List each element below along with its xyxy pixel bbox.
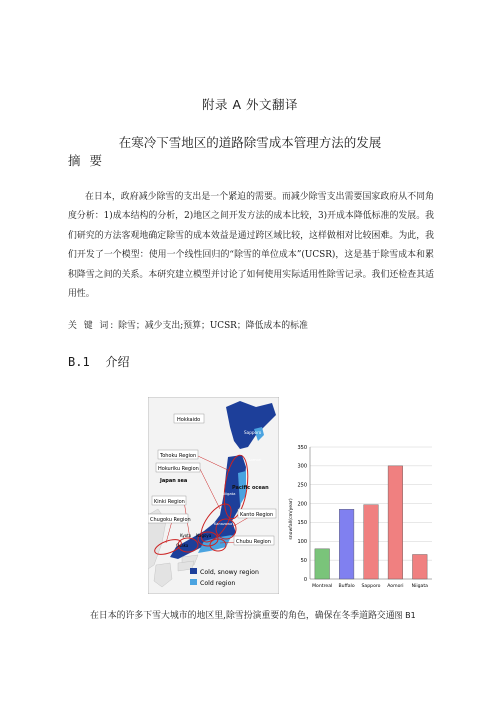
y-tick-label: 50 [300, 557, 307, 564]
keywords-text: 除雪；减少支出;预算；UCSR；降低成本的标准 [118, 321, 308, 331]
y-tick-label: 0 [303, 576, 307, 583]
keywords-label: 关 键 词: [68, 321, 116, 331]
x-tick-label: Sapporo [361, 584, 381, 589]
bottom-paragraph-text: 在日本的许多下雪大城市的地区里,除雪扮演重要的角色，确保在冬季道路交通 [90, 611, 395, 621]
legend-swatch-cold-snowy [190, 568, 197, 574]
map-label-osaka: Osaka [176, 543, 189, 548]
map-label-nagoya: Nagoya [196, 533, 212, 538]
map-label-tohoku: Tohoku Region [160, 453, 197, 459]
bar-montreal [315, 549, 330, 579]
section-heading [68, 353, 130, 370]
chart-xticks [312, 583, 428, 589]
legend-cold: Cold region [200, 580, 236, 587]
map-label-hokkaido: Hokkaido [177, 417, 201, 423]
snowfall-bar-chart [284, 441, 437, 595]
map-label-kanto: Kanto Region [240, 512, 274, 518]
paper-title: 在寒冷下雪地区的道路除雪成本管理方法的发展 [118, 135, 382, 150]
y-tick-label: 300 [297, 463, 307, 470]
appendix-heading: 附录 A 外文翻译 [202, 97, 298, 112]
map-label-niigata: Niigata [222, 491, 236, 496]
map-label-pacific: Pacific ocean [232, 485, 269, 491]
x-tick-label: Aomori [387, 584, 404, 589]
figure-reference: 图 B1 [394, 611, 416, 620]
y-tick-label: 100 [297, 539, 307, 546]
legend-swatch-cold [190, 579, 197, 585]
bar-buffalo [339, 509, 354, 579]
keywords [68, 318, 308, 331]
bottom-paragraph [90, 608, 416, 621]
bar-sapporo [364, 505, 379, 579]
map-label-chugoku: Chugoku Region [150, 517, 191, 523]
map-label-chubu: Chubu Region [236, 539, 271, 545]
y-tick-label: 350 [297, 444, 307, 451]
map-label-aomori: Aomori [248, 457, 262, 462]
map-label-sapporo: Sapporo [244, 430, 262, 435]
x-tick-label: Niigata [411, 584, 428, 589]
map-label-hokuriku: Hokuriku Region [158, 466, 199, 472]
legend-cold-snowy: Cold, snowy region [200, 569, 259, 576]
map-label-kinki: Kinki Region [154, 499, 185, 505]
abstract-body: 在日本，政府减少除雪的支出是一个紧迫的需要。而减少除雪支出需要国家政府从不同角度分析：1)成本结构的分析，2)地区之间开发方法的成本比较，3)开成本降低标准的发展。我们研究的方法客观地确定除雪的成本效益是通过跨区域比较，这样做相对比较困难。为此，我们开发了一个模型：使用一个线性回归的“除雪的单位成本”(UCSR)，这是基于除雪成本和累积降雪之间的关系。本研究建立模型并讨论了如何使用实际适用性除雪记录。我们还检查其适用性。 [68, 192, 434, 300]
map-label-japan-sea: Japan sea [160, 478, 188, 484]
y-tick-label: 200 [297, 501, 307, 508]
bar-aomori [388, 466, 403, 579]
map-label-kanazawa: Kanazawa [214, 522, 233, 526]
section-number: B.1 [68, 355, 90, 369]
map-label-kyoto: Kyoto [180, 533, 192, 538]
japan-map-figure [148, 397, 279, 594]
y-tick-label: 250 [297, 482, 307, 489]
x-tick-label: Buffalo [338, 584, 355, 589]
x-tick-label: Montreal [312, 584, 333, 589]
y-tick-label: 150 [297, 520, 307, 527]
chart-ylabel: snowfall(cm/year) [289, 498, 294, 540]
bar-niigata [412, 554, 427, 579]
abstract-heading: 摘要 [68, 153, 112, 168]
section-title: 介绍 [105, 355, 130, 369]
